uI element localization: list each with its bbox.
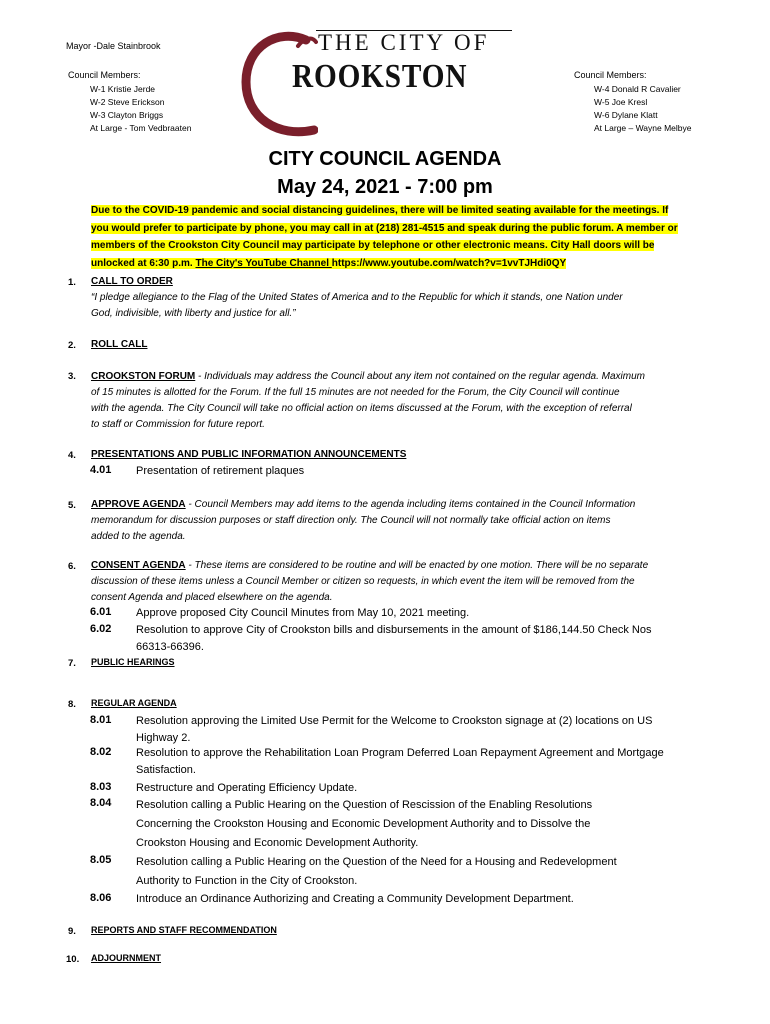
council-member: W-2 Steve Erickson [90,97,165,107]
sub-item-text: Approve proposed City Council Minutes from May 10, 2021 meeting. [136,607,470,619]
item-desc: - Individuals may address the Council about any item not contained on the regular agenda. Maximum [195,371,645,382]
city-logo [238,26,518,146]
item-heading-roll-call: ROLL CALL [91,339,148,350]
sub-item-line: Highway 2. [136,732,191,744]
item-number: 3. [68,371,76,382]
sub-item-text: Introduce an Ordinance Authorizing and Creating a Community Development Department. [136,893,574,905]
sub-item-line: Authority to Function in the City of Crookston. [136,875,358,887]
sub-item-number: 8.03 [90,781,112,793]
agenda-title: CITY COUNCIL AGENDA [268,148,502,170]
council-member: At Large - Tom Vedbraaten [90,123,192,133]
council-left-list [90,83,191,135]
item-approve-agenda [91,497,635,545]
item-heading-forum: CROOKSTON FORUM [91,371,196,382]
sub-item-number: 8.04 [90,797,112,809]
sub-item-number: 4.01 [90,464,112,476]
covid-notice [91,202,678,272]
council-left-heading: Council Members: [68,70,141,80]
council-member: W-4 Donald R Cavalier [594,84,681,94]
pledge-line: “I pledge allegiance to the Flag of the United States of America and to the Republic for which it stands, one Nation under [91,292,623,303]
item-heading-approve-agenda: APPROVE AGENDA [91,499,186,510]
sub-item-number: 8.02 [90,746,112,758]
notice-line: members of the Crookston City Council may participate by telephone or other electronic means. City Hall doors will be [91,240,655,251]
sub-item-line: Resolution calling a Public Hearing on the Question of the Need for a Housing and Redevelopment [136,856,617,868]
sub-item-text: Restructure and Operating Efficiency Update. [136,782,358,794]
council-member: At Large – Wayne Melbye [594,123,692,133]
council-member: W-3 Clayton Briggs [90,110,164,120]
item-number: 8. [68,699,76,710]
agenda-date: May 24, 2021 - 7:00 pm [277,176,493,198]
sub-item-number: 8.01 [90,714,112,726]
logo-line2: ROOKSTON [292,58,468,95]
item-forum [91,369,645,433]
item-desc: of 15 minutes is allotted for the Forum. If the full 15 minutes are not needed for the Forum, the City Council will continue [91,387,620,398]
youtube-channel-link[interactable]: The City's YouTube Channel [195,257,332,269]
item-number: 7. [68,658,76,669]
sub-item-number: 6.02 [90,623,112,635]
council-member: W-1 Kristie Jerde [90,84,156,94]
item-number: 4. [68,450,76,461]
item-desc: memorandum for discussion purposes or staff direction only. The Council will not normally take official action on items [91,515,611,526]
pledge-line: God, indivisible, with liberty and justice for all.” [91,308,296,319]
notice-line: unlocked at 6:30 p.m. [91,257,196,269]
sub-item-text [136,745,664,779]
sub-item-number: 8.05 [90,854,112,866]
mayor-line: Mayor -Dale Stainbrook [66,41,161,51]
notice-line: Due to the COVID-19 pandemic and social distancing guidelines, there will be limited seating available for the meetings. If [91,205,669,216]
sub-item-text [136,796,592,853]
council-member: W-6 Dylane Klatt [594,110,658,120]
item-desc: added to the agenda. [91,531,186,542]
sub-item-number: 6.01 [90,606,112,618]
logo-line1: THE CITY OF [318,30,490,55]
sub-item-line: Resolution to approve City of Crookston bills and disbursements in the amount of $186,144.50 Check Nos [136,624,652,636]
item-heading-call-to-order: CALL TO ORDER [91,276,173,287]
item-desc: with the agenda. The City Council will take no official action on items discussed at the Forum, with the exception of referral [91,403,632,414]
council-right-list [594,83,691,135]
sub-item-text [136,713,652,747]
pledge-text [91,290,623,322]
sub-item-text [136,853,617,891]
item-number: 5. [68,500,76,511]
item-heading-adjournment: ADJOURNMENT [91,953,162,963]
sub-item-text [136,622,651,656]
sub-item-line: Concerning the Crookston Housing and Economic Development Authority and to Dissolve the [136,818,591,830]
item-number: 9. [68,926,76,937]
item-number: 2. [68,340,76,351]
item-desc: - Council Members may add items to the agenda including items contained in the Council Information [185,499,636,510]
item-number: 6. [68,561,76,572]
youtube-url[interactable]: https://www.youtube.com/watch?v=1vvTJHdi0QY [331,257,567,269]
item-number: 10. [66,954,80,965]
item-heading-presentations: PRESENTATIONS AND PUBLIC INFORMATION ANNOUNCEMENTS [91,449,407,460]
item-desc: consent Agenda and placed elsewhere on the agenda. [91,592,333,603]
sub-item-line: Resolution calling a Public Hearing on the Question of Rescission of the Enabling Resolutions [136,799,593,811]
item-desc: - These items are considered to be routine and will be enacted by one motion. There will be no separate [185,560,649,571]
item-desc: to staff or Commission for future report. [91,419,265,430]
item-number: 1. [68,277,76,288]
sub-item-line: Resolution to approve the Rehabilitation Loan Program Deferred Loan Repayment Agreement and Mortgage [136,747,664,759]
notice-line: you would prefer to participate by phone, you may call in at (218) 281-4515 and speak during the public forum. A member or [91,222,678,234]
sub-item-line: Satisfaction. [136,764,196,776]
sub-item-number: 8.06 [90,892,112,904]
item-desc: discussion of these items unless a Council Member or citizen so requests, in which event the item will be removed from the [91,576,635,587]
sub-item-line: Crookston Housing and Economic Development Authority. [136,837,419,849]
item-heading-consent-agenda: CONSENT AGENDA [91,560,186,571]
sub-item-text: Presentation of retirement plaques [136,465,305,477]
sub-item-line: Resolution approving the Limited Use Permit for the Welcome to Crookston signage at (2) locations on US [136,715,653,727]
item-heading-regular-agenda: REGULAR AGENDA [91,698,177,708]
item-heading-reports: REPORTS AND STAFF RECOMMENDATION [91,925,277,935]
item-heading-public-hearings: PUBLIC HEARINGS [91,657,175,667]
sub-item-line: 66313-66396. [136,641,204,653]
council-right-heading: Council Members: [574,70,647,80]
council-member: W-5 Joe Kresl [594,97,648,107]
item-consent-agenda [91,558,648,606]
